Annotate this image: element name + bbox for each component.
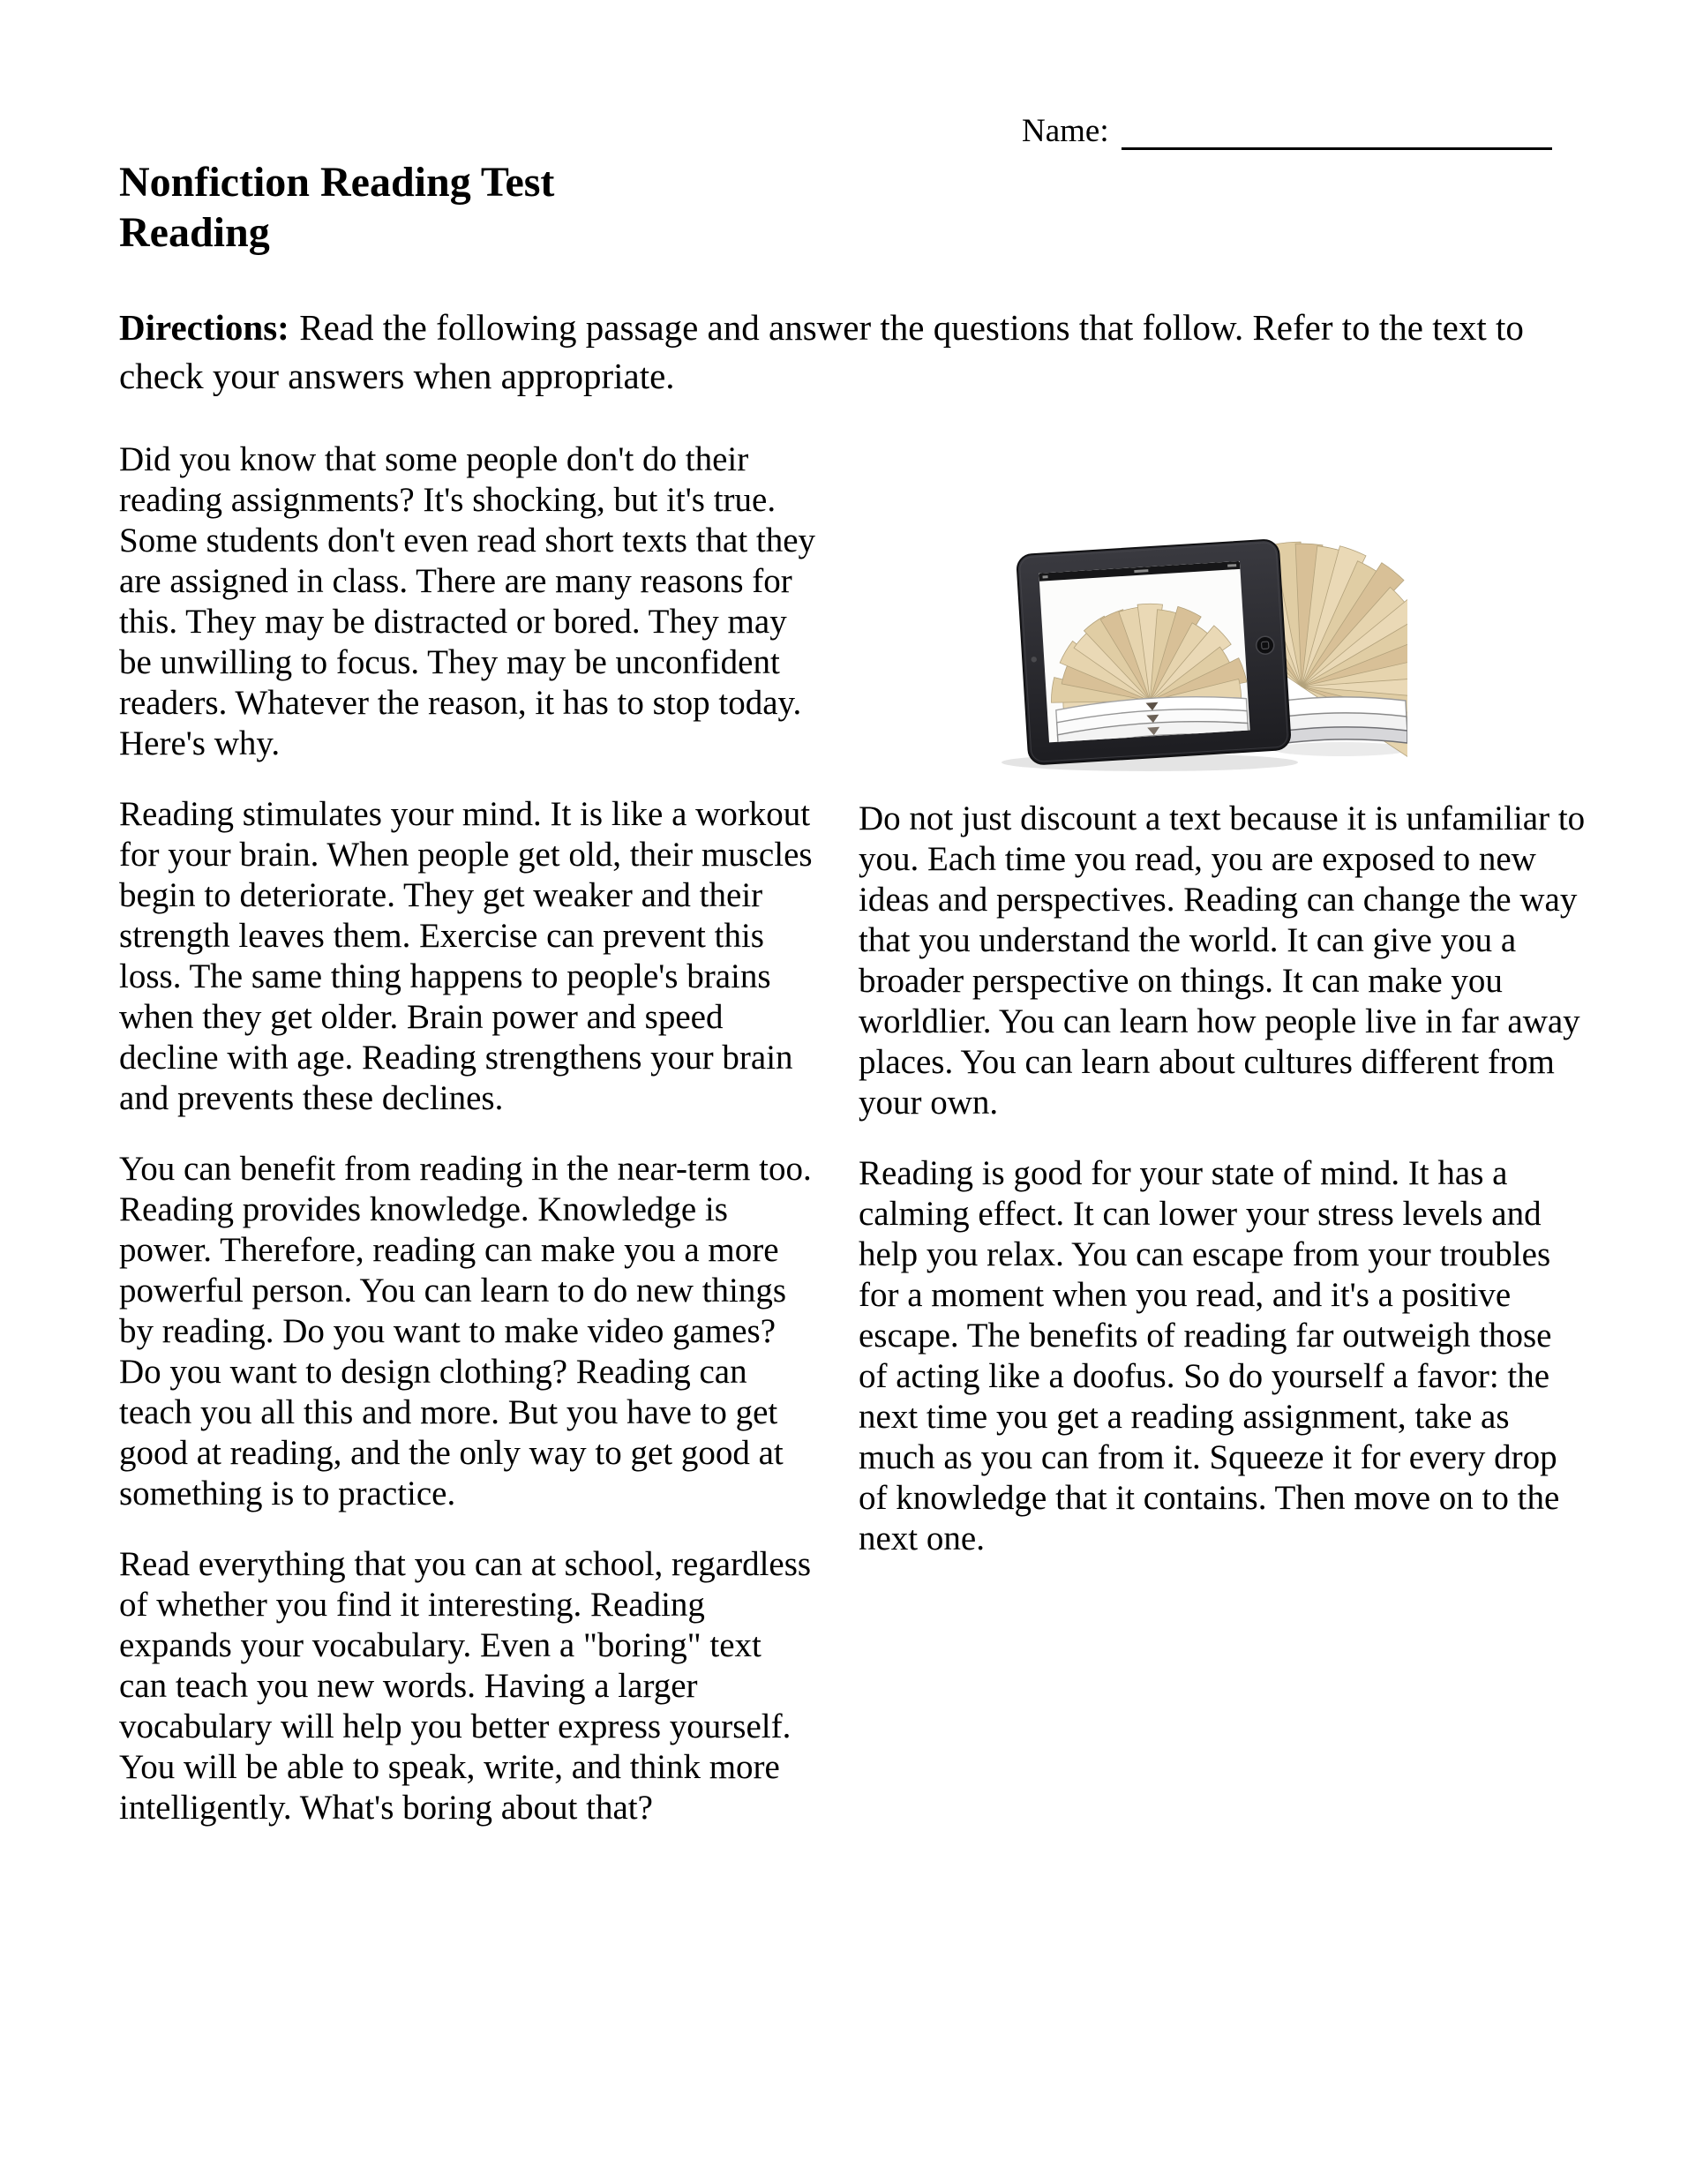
passage-columns: [119, 439, 1588, 1858]
home-button-icon: [1256, 636, 1274, 655]
passage-paragraph: Do not just discount a text because it is unfamiliar to you. Each time you read, you are exposed to new ideas and perspectives. Reading can change the way that you understand the world. It can give you a broader perspective on things. It can make you worldlier. You can learn how people live in far away places. You can learn about cultures different from your own.: [859, 799, 1586, 1122]
directions-label: Directions:: [119, 307, 289, 348]
passage-paragraph: Did you know that some people don't do their reading assignments? It's shocking, but it's true. Some students don't even read short texts that they are assigned in class. There are many reasons for this. They may be distracted or bored. They may be unwilling to focus. They may be unconfident readers. Whatever the reason, it has to stop today. Here's why.: [119, 440, 816, 762]
directions: [119, 304, 1588, 401]
tablet-books-photo: [1002, 482, 1407, 777]
directions-text: Read the following passage and answer the questions that follow. Refer to the text to check your answers when appropriate.: [119, 307, 1524, 396]
passage-paragraph: You can benefit from reading in the near-term too. Reading provides knowledge. Knowledge is power. Therefore, reading can make you a more powerful person. You can learn to do new things by reading. Do you want to make video games? Do you want to design clothing? Reading can teach you all this and more. But you have to get good at reading, and the only way to get good at something is to practice.: [119, 1150, 812, 1512]
document-subtitle: Reading: [119, 209, 270, 256]
tablet: [1017, 539, 1291, 765]
name-label: Name:: [1022, 113, 1109, 149]
passage-left-column: [119, 439, 816, 1858]
document-title: Nonfiction Reading Test: [119, 159, 555, 206]
tablet-book-illustration: [1002, 482, 1407, 777]
name-row: [1022, 113, 1552, 150]
name-blank-line: [1122, 116, 1552, 150]
passage-right-column: [859, 439, 1588, 1858]
passage-paragraph: Read everything that you can at school, regardless of whether you find it interesting. Reading expands your vocabulary. Even a "boring" text can teach you new words. Having a larger vocabulary will help you better express yourself. You will be able to speak, write, and think more intelligently. What's boring about that?: [119, 1545, 812, 1827]
book-shadow: [1272, 742, 1407, 756]
passage-paragraph: Reading stimulates your mind. It is like a workout for your brain. When people get old, their muscles begin to deteriorate. They get weaker and their strength leaves them. Exercise can prevent this loss. The same thing happens to people's brains when they get older. Brain power and speed decline with age. Reading strengthens your brain and prevents these declines.: [119, 795, 813, 1117]
passage-paragraph: Reading is good for your state of mind. It has a calming effect. It can lower your stress levels and help you relax. You can escape from your troubles for a moment when you read, and it's a positive escape. The benefits of reading far outweigh those of acting like a doofus. So do yourself a favor: the next time you get a reading assignment, take as much as you can from it. Squeeze it for every drop of knowledge that it contains. Then move on to the next one.: [859, 1154, 1560, 1557]
